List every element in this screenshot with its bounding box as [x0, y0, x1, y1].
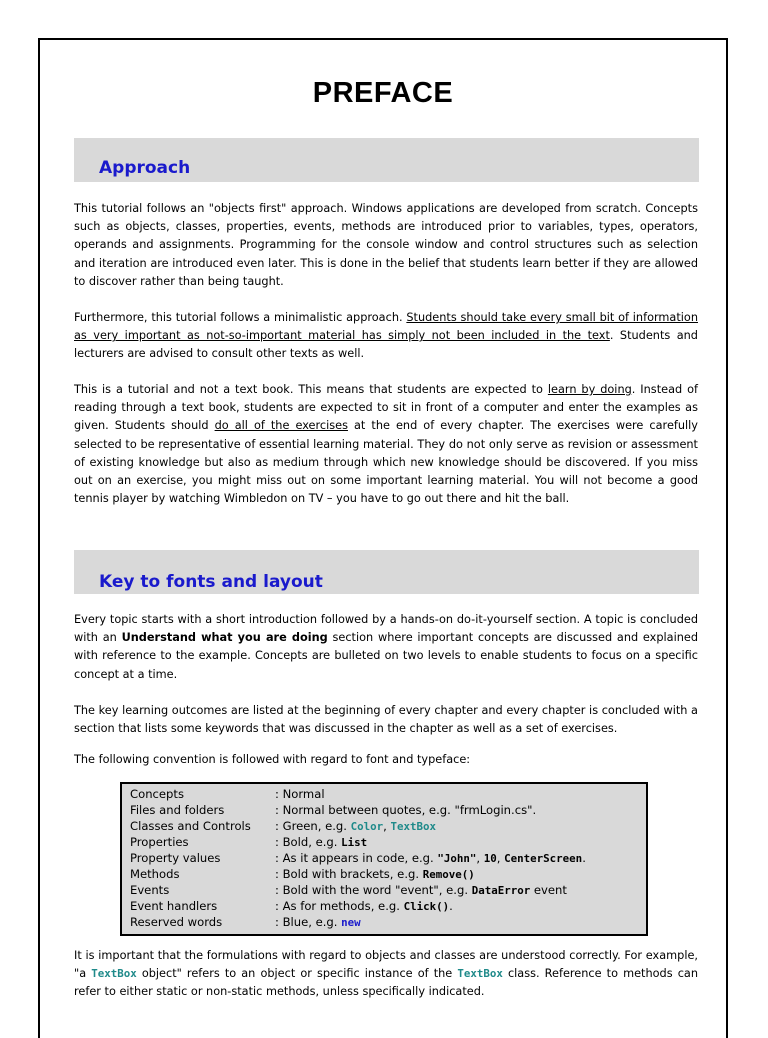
- convention-description: : Bold, e.g. List: [275, 835, 368, 849]
- key-paragraph-2: The key learning outcomes are listed at the beginning of every chapter and every chapter is concluded with a section that lists some keywords that was discussed in the chapter as well as a set of exercises.: [74, 704, 698, 736]
- font-convention-table: [120, 782, 648, 936]
- section-heading: Key to fonts and layout: [99, 572, 323, 592]
- page-title: PREFACE: [312, 77, 454, 109]
- code-text: TextBox: [91, 967, 137, 981]
- approach-paragraph-2: [74, 309, 698, 364]
- approach-paragraph-1: This tutorial follows an "objects first" approach. Windows applications are developed from scratch. Concepts such as objects, classes, properties, events, methods are introduced prior to variables, types, operators, operands and assignments. Programming for the console window and control structures such as selection and iteration are introduced even later. This is done in the belief that students learn better if they are allowed to discover rather than being taught.: [74, 202, 698, 288]
- convention-label: Classes and Controls: [130, 819, 251, 833]
- approach-paragraph-3: [74, 381, 698, 508]
- section-header-approach: [74, 138, 699, 182]
- underlined-text: Students should take every small bit of information as very important as not-so-important material has simply not been included in the text: [74, 311, 698, 343]
- convention-label: Concepts: [130, 787, 184, 801]
- section-heading: Approach: [99, 158, 191, 178]
- text-run: class. Reference to methods can refer to either static or non-static methods, unless specifically indicated.: [74, 967, 698, 999]
- closing-paragraph: [74, 947, 698, 1002]
- convention-label: Event handlers: [130, 899, 218, 913]
- document-page: [38, 38, 728, 1038]
- convention-label: Files and folders: [130, 803, 225, 817]
- text-run: section where important concepts are discussed and explained with reference to the example. Concepts are bulleted on two levels to enable students to focus on a specific concept at a time.: [74, 631, 698, 681]
- section-header-key-to-fonts: [74, 550, 699, 594]
- text-run: Every topic starts with a short introduction followed by a hands-on do-it-yourself section. A topic is concluded with an: [74, 613, 698, 645]
- underlined-text: learn by doing: [547, 383, 632, 396]
- convention-label: Methods: [130, 867, 180, 881]
- key-paragraph-1: [74, 611, 698, 684]
- text-run: Furthermore, this tutorial follows a minimalistic approach.: [74, 311, 407, 324]
- text-run: This is a tutorial and not a text book. This means that students are expected to: [74, 383, 548, 396]
- convention-label: Events: [130, 883, 170, 897]
- convention-description: : Normal: [275, 787, 325, 801]
- key-paragraph-3: The following convention is followed with regard to font and typeface:: [74, 753, 471, 766]
- text-run: . Instead of reading through a text book, students are expected to sit in front of a computer and enter the examples as given. Students should: [74, 383, 698, 433]
- convention-description: : Bold with brackets, e.g. Remove(): [275, 867, 475, 881]
- convention-description: : Green, e.g. Color, TextBox: [275, 819, 437, 833]
- text-run: . Students and lecturers are advised to consult other texts as well.: [74, 329, 698, 361]
- convention-description: : Blue, e.g. new: [275, 915, 361, 929]
- convention-description: : As it appears in code, e.g. "John", 10, CenterScreen.: [275, 851, 586, 865]
- convention-description: : As for methods, e.g. Click().: [275, 899, 453, 913]
- text-run: at the end of every chapter. The exercises were carefully selected to be representative of essential learning material. They do not only serve as revision or assessment of existing knowledge but also as medium through which new knowledge should be discovered. If you miss out on an exercise, you might miss out on some important learning material. You will not become a good tennis player by watching Wimbledon on TV – you have to go out there and hit the ball.: [74, 419, 698, 506]
- bold-text: Understand what you are doing: [121, 631, 328, 645]
- underlined-text: do all of the exercises: [214, 419, 348, 433]
- convention-label: Property values: [130, 851, 221, 865]
- convention-description: : Normal between quotes, e.g. "frmLogin.cs".: [275, 803, 537, 817]
- convention-description: : Bold with the word "event", e.g. DataError event: [275, 883, 567, 897]
- text-run: object" refers to an object or specific instance of the: [136, 967, 458, 981]
- convention-label: Properties: [130, 835, 189, 849]
- code-text: TextBox: [457, 967, 503, 981]
- convention-label: Reserved words: [130, 915, 223, 929]
- text-run: It is important that the formulations with regard to objects and classes are understood correctly. For example, "a: [74, 949, 698, 981]
